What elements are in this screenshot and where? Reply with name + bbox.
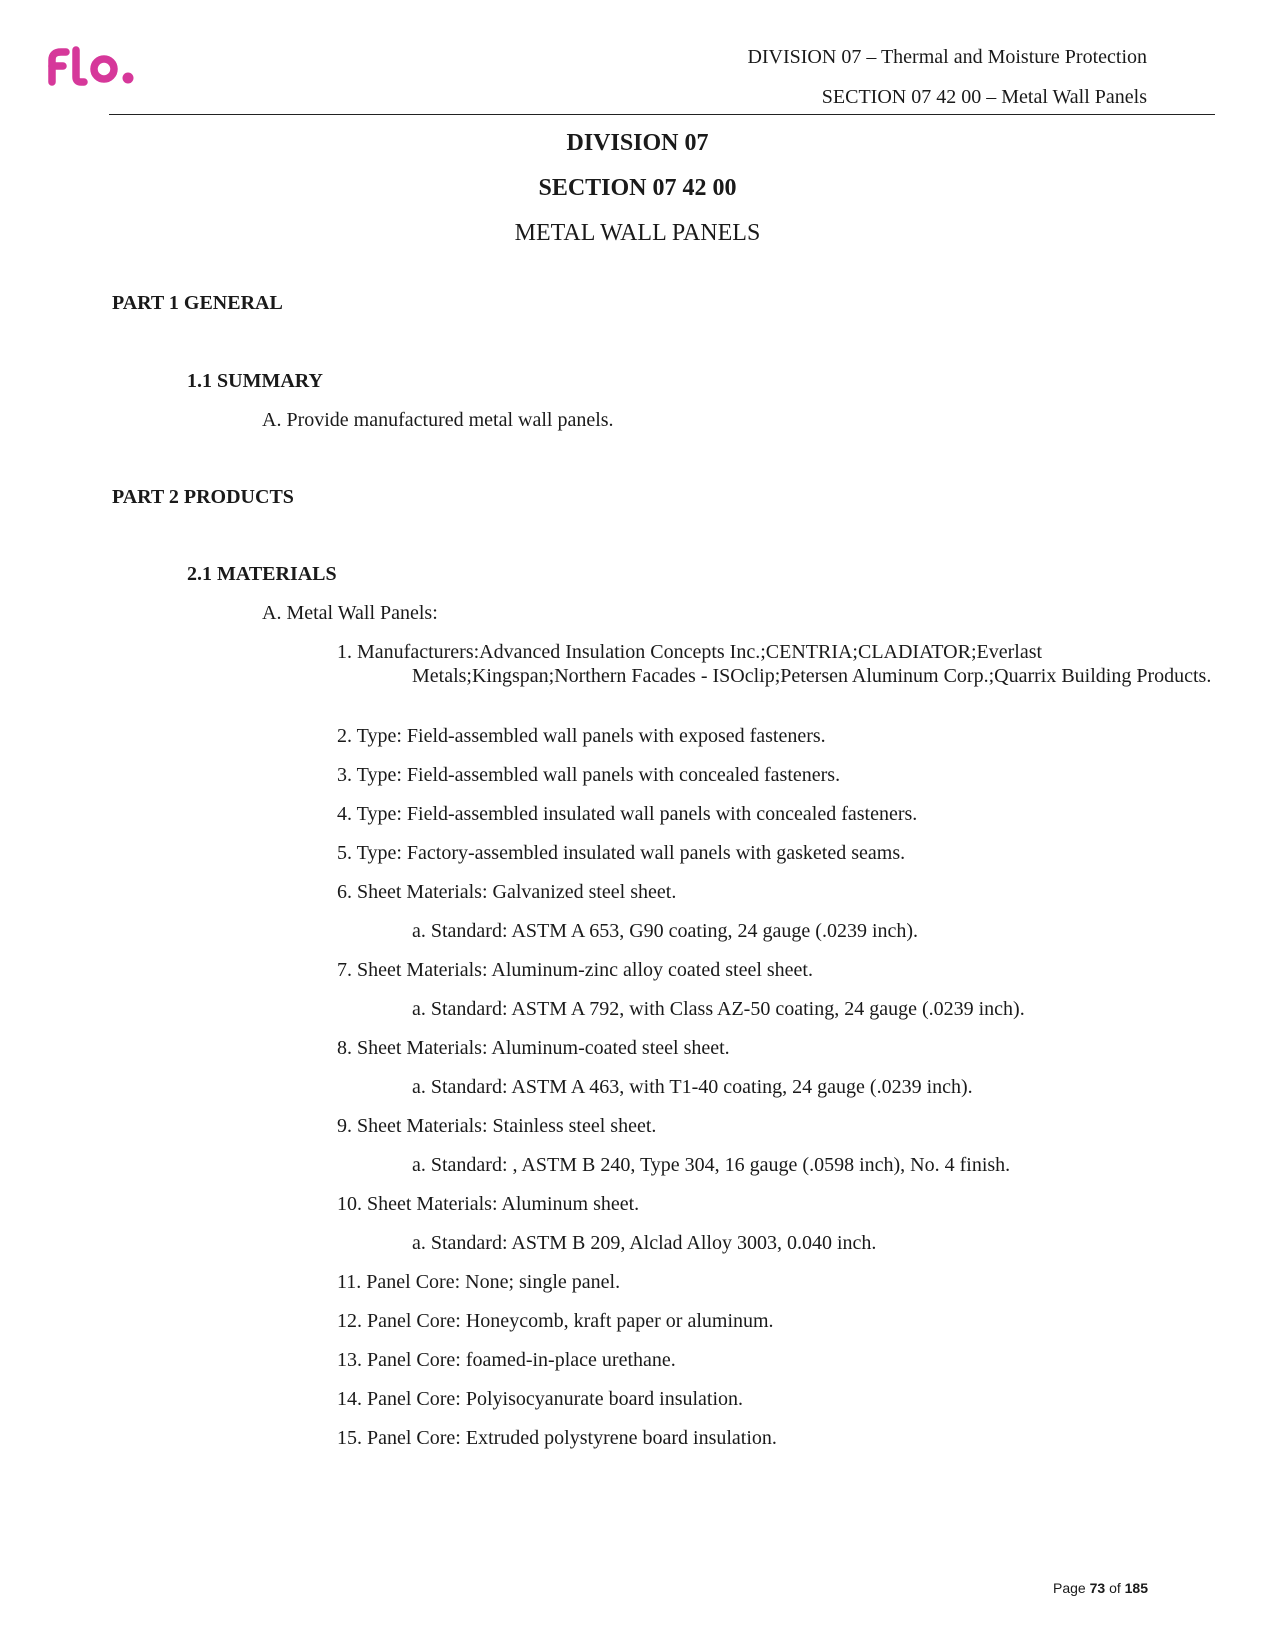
para-2-1-a: A. Metal Wall Panels:	[262, 602, 438, 624]
list-item: 2. Type: Field-assembled wall panels with exposed fasteners.	[337, 725, 826, 747]
flo-logo-icon	[46, 44, 146, 88]
list-item: 8. Sheet Materials: Aluminum-coated steel sheet.	[337, 1037, 730, 1059]
list-item: 4. Type: Field-assembled insulated wall panels with concealed fasteners.	[337, 803, 918, 825]
title-section: SECTION 07 42 00	[538, 175, 737, 201]
list-subitem: a. Standard: ASTM A 792, with Class AZ-50 coating, 24 gauge (.0239 inch).	[412, 998, 1025, 1020]
list-item: 14. Panel Core: Polyisocyanurate board insulation.	[337, 1388, 744, 1410]
list-item: 13. Panel Core: foamed-in-place urethane.	[337, 1349, 676, 1371]
page-word: Page	[1053, 1580, 1086, 1596]
article-1-1: 1.1 SUMMARY	[187, 370, 323, 392]
list-item: 9. Sheet Materials: Stainless steel sheet.	[337, 1115, 657, 1137]
list-subitem: a. Standard: , ASTM B 240, Type 304, 16 gauge (.0598 inch), No. 4 finish.	[412, 1154, 1011, 1176]
list-item: 6. Sheet Materials: Galvanized steel sheet.	[337, 881, 677, 903]
of-word: of	[1109, 1580, 1121, 1596]
article-2-1: 2.1 MATERIALS	[187, 563, 337, 585]
part2-heading: PART 2 PRODUCTS	[112, 486, 294, 508]
header-section: SECTION 07 42 00 – Metal Wall Panels	[821, 86, 1147, 108]
flo-logo	[46, 44, 146, 88]
list-item: 15. Panel Core: Extruded polystyrene board insulation.	[337, 1427, 777, 1449]
list-subitem: a. Standard: ASTM A 463, with T1-40 coating, 24 gauge (.0239 inch).	[412, 1076, 973, 1098]
list-item: 3. Type: Field-assembled wall panels with concealed fasteners.	[337, 764, 841, 786]
page-current: 73	[1089, 1580, 1106, 1596]
list-item: 11. Panel Core: None; single panel.	[337, 1271, 621, 1293]
header-division: DIVISION 07 – Thermal and Moisture Protection	[747, 46, 1147, 68]
list-item: 7. Sheet Materials: Aluminum-zinc alloy coated steel sheet.	[337, 959, 813, 981]
list-item: 10. Sheet Materials: Aluminum sheet.	[337, 1193, 640, 1215]
list-subitem: a. Standard: ASTM B 209, Alclad Alloy 3003, 0.040 inch.	[412, 1232, 877, 1254]
page-number	[1053, 1580, 1148, 1596]
list-item: 5. Type: Factory-assembled insulated wall panels with gasketed seams.	[337, 842, 906, 864]
list-item: 12. Panel Core: Honeycomb, kraft paper or aluminum.	[337, 1310, 774, 1332]
para-1-1-a: A. Provide manufactured metal wall panels.	[262, 409, 614, 431]
part1-heading: PART 1 GENERAL	[112, 292, 283, 314]
header-rule	[109, 114, 1215, 115]
list-item: 1. Manufacturers:Advanced Insulation Concepts Inc.;CENTRIA;CLADIATOR;Everlast Metals;Kingspan;Northern Facades - ISOclip;Petersen Aluminum Corp.;Quarrix Building Products.	[337, 641, 1212, 687]
list-subitem: a. Standard: ASTM A 653, G90 coating, 24 gauge (.0239 inch).	[412, 920, 919, 942]
page-total: 185	[1124, 1580, 1148, 1596]
title-name: METAL WALL PANELS	[514, 220, 761, 246]
title-division: DIVISION 07	[566, 130, 709, 156]
